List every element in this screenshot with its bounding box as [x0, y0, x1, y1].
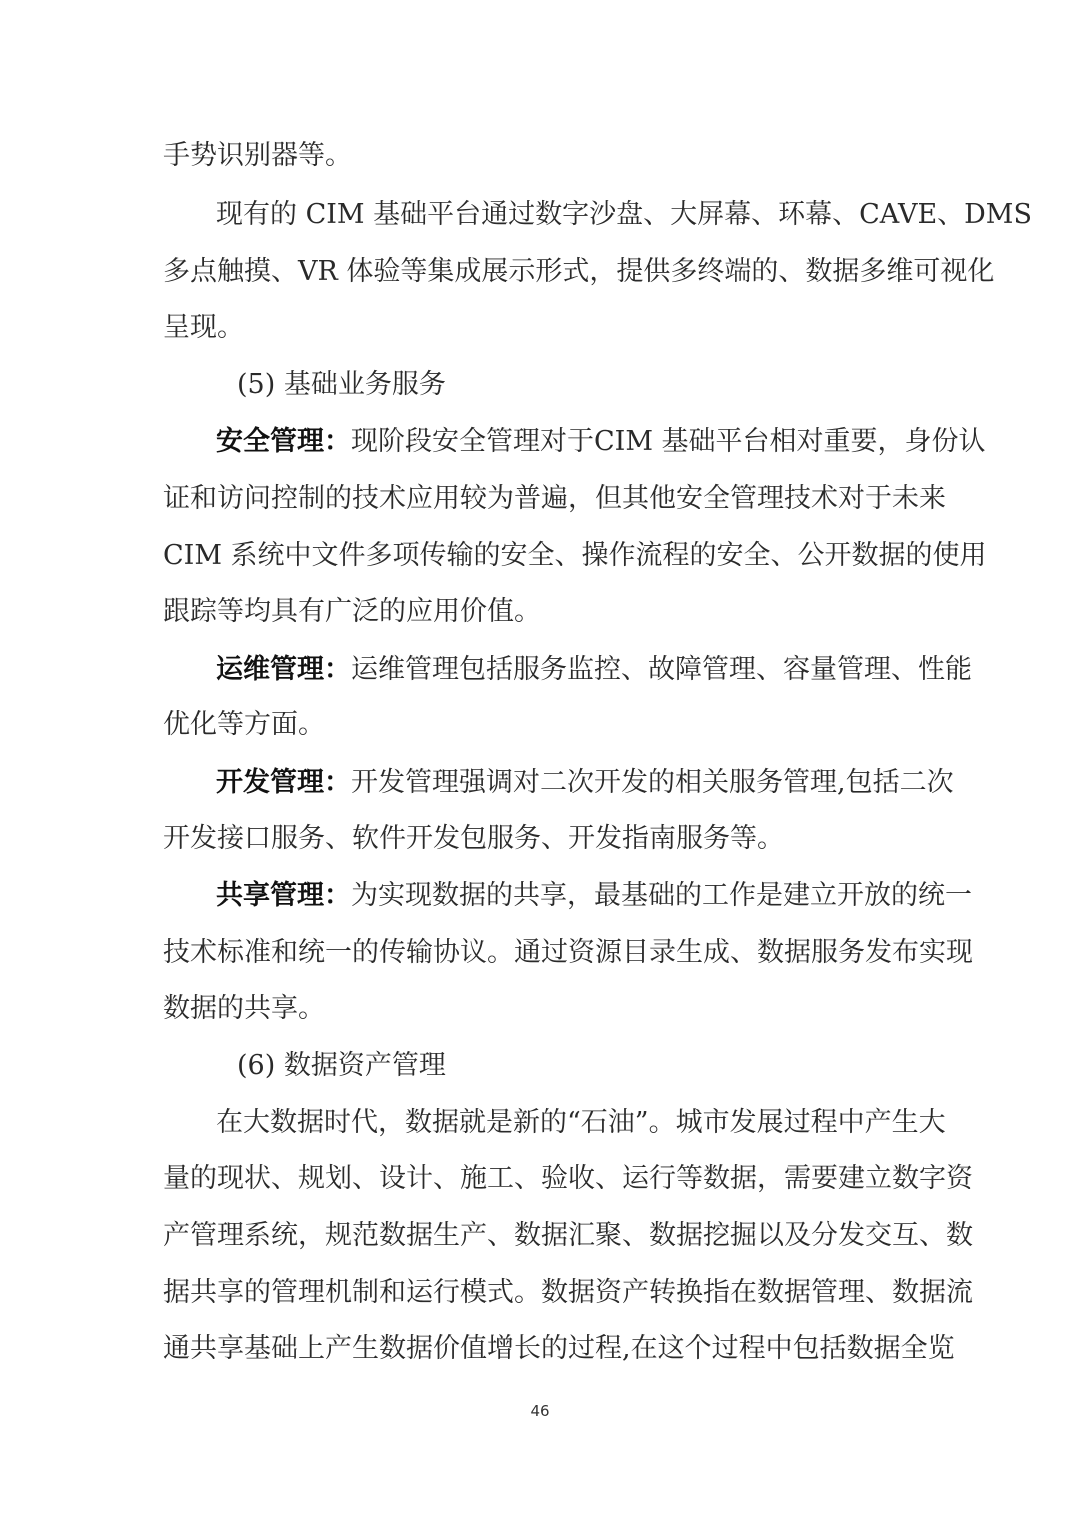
paragraph-line — [216, 878, 972, 914]
term-text: 为实现数据的共享，最基础的工作是建立开放的统一 — [351, 880, 972, 911]
paragraph-line: 在大数据时代，数据就是新的“石油”。城市发展过程中产生大 — [216, 1107, 946, 1138]
paragraph-line: 跟踪等均具有广泛的应用价值。 — [163, 596, 541, 627]
paragraph-line — [216, 765, 954, 801]
paragraph-line: 据共享的管理机制和运行模式。数据资产转换指在数据管理、数据流 — [163, 1277, 973, 1308]
section-heading: (6) 数据资产管理 — [237, 1050, 446, 1081]
paragraph-line: 数据的共享。 — [163, 993, 325, 1024]
paragraph-line — [216, 424, 986, 460]
paragraph-line: 量的现状、规划、设计、施工、验收、运行等数据，需要建立数字资 — [163, 1163, 973, 1194]
term-label: 安全管理： — [216, 426, 351, 457]
paragraph-line: 技术标准和统一的传输协议。通过资源目录生成、数据服务发布实现 — [163, 937, 973, 968]
paragraph-line: 产管理系统，规范数据生产、数据汇聚、数据挖掘以及分发交互、数 — [163, 1220, 973, 1251]
term-text: 运维管理包括服务监控、故障管理、容量管理、性能 — [351, 654, 972, 685]
term-label: 共享管理： — [216, 880, 351, 911]
paragraph-line — [216, 652, 972, 688]
paragraph-line: 通共享基础上产生数据价值增长的过程,在这个过程中包括数据全览 — [163, 1333, 955, 1364]
term-text: 开发管理强调对二次开发的相关服务管理,包括二次 — [351, 767, 954, 798]
paragraph-line: 优化等方面。 — [163, 709, 325, 740]
paragraph-line: 证和访问控制的技术应用较为普遍，但其他安全管理技术对于未来 — [163, 483, 946, 514]
page-number: 46 — [530, 1402, 550, 1420]
paragraph-line: 开发接口服务、软件开发包服务、开发指南服务等。 — [163, 823, 784, 854]
section-heading: (5) 基础业务服务 — [237, 369, 446, 400]
term-label: 开发管理： — [216, 767, 351, 798]
paragraph-line: 手势识别器等。 — [163, 140, 352, 171]
paragraph-line: 多点触摸、VR 体验等集成展示形式，提供多终端的、数据多维可视化 — [163, 256, 995, 287]
paragraph-line: 现有的 CIM 基础平台通过数字沙盘、大屏幕、环幕、CAVE、DMS — [216, 199, 1032, 230]
term-label: 运维管理： — [216, 654, 351, 685]
paragraph-line: CIM 系统中文件多项传输的安全、操作流程的安全、公开数据的使用 — [163, 540, 987, 571]
paragraph-line: 呈现。 — [163, 312, 244, 343]
term-text: 现阶段安全管理对于CIM 基础平台相对重要，身份认 — [351, 426, 986, 457]
